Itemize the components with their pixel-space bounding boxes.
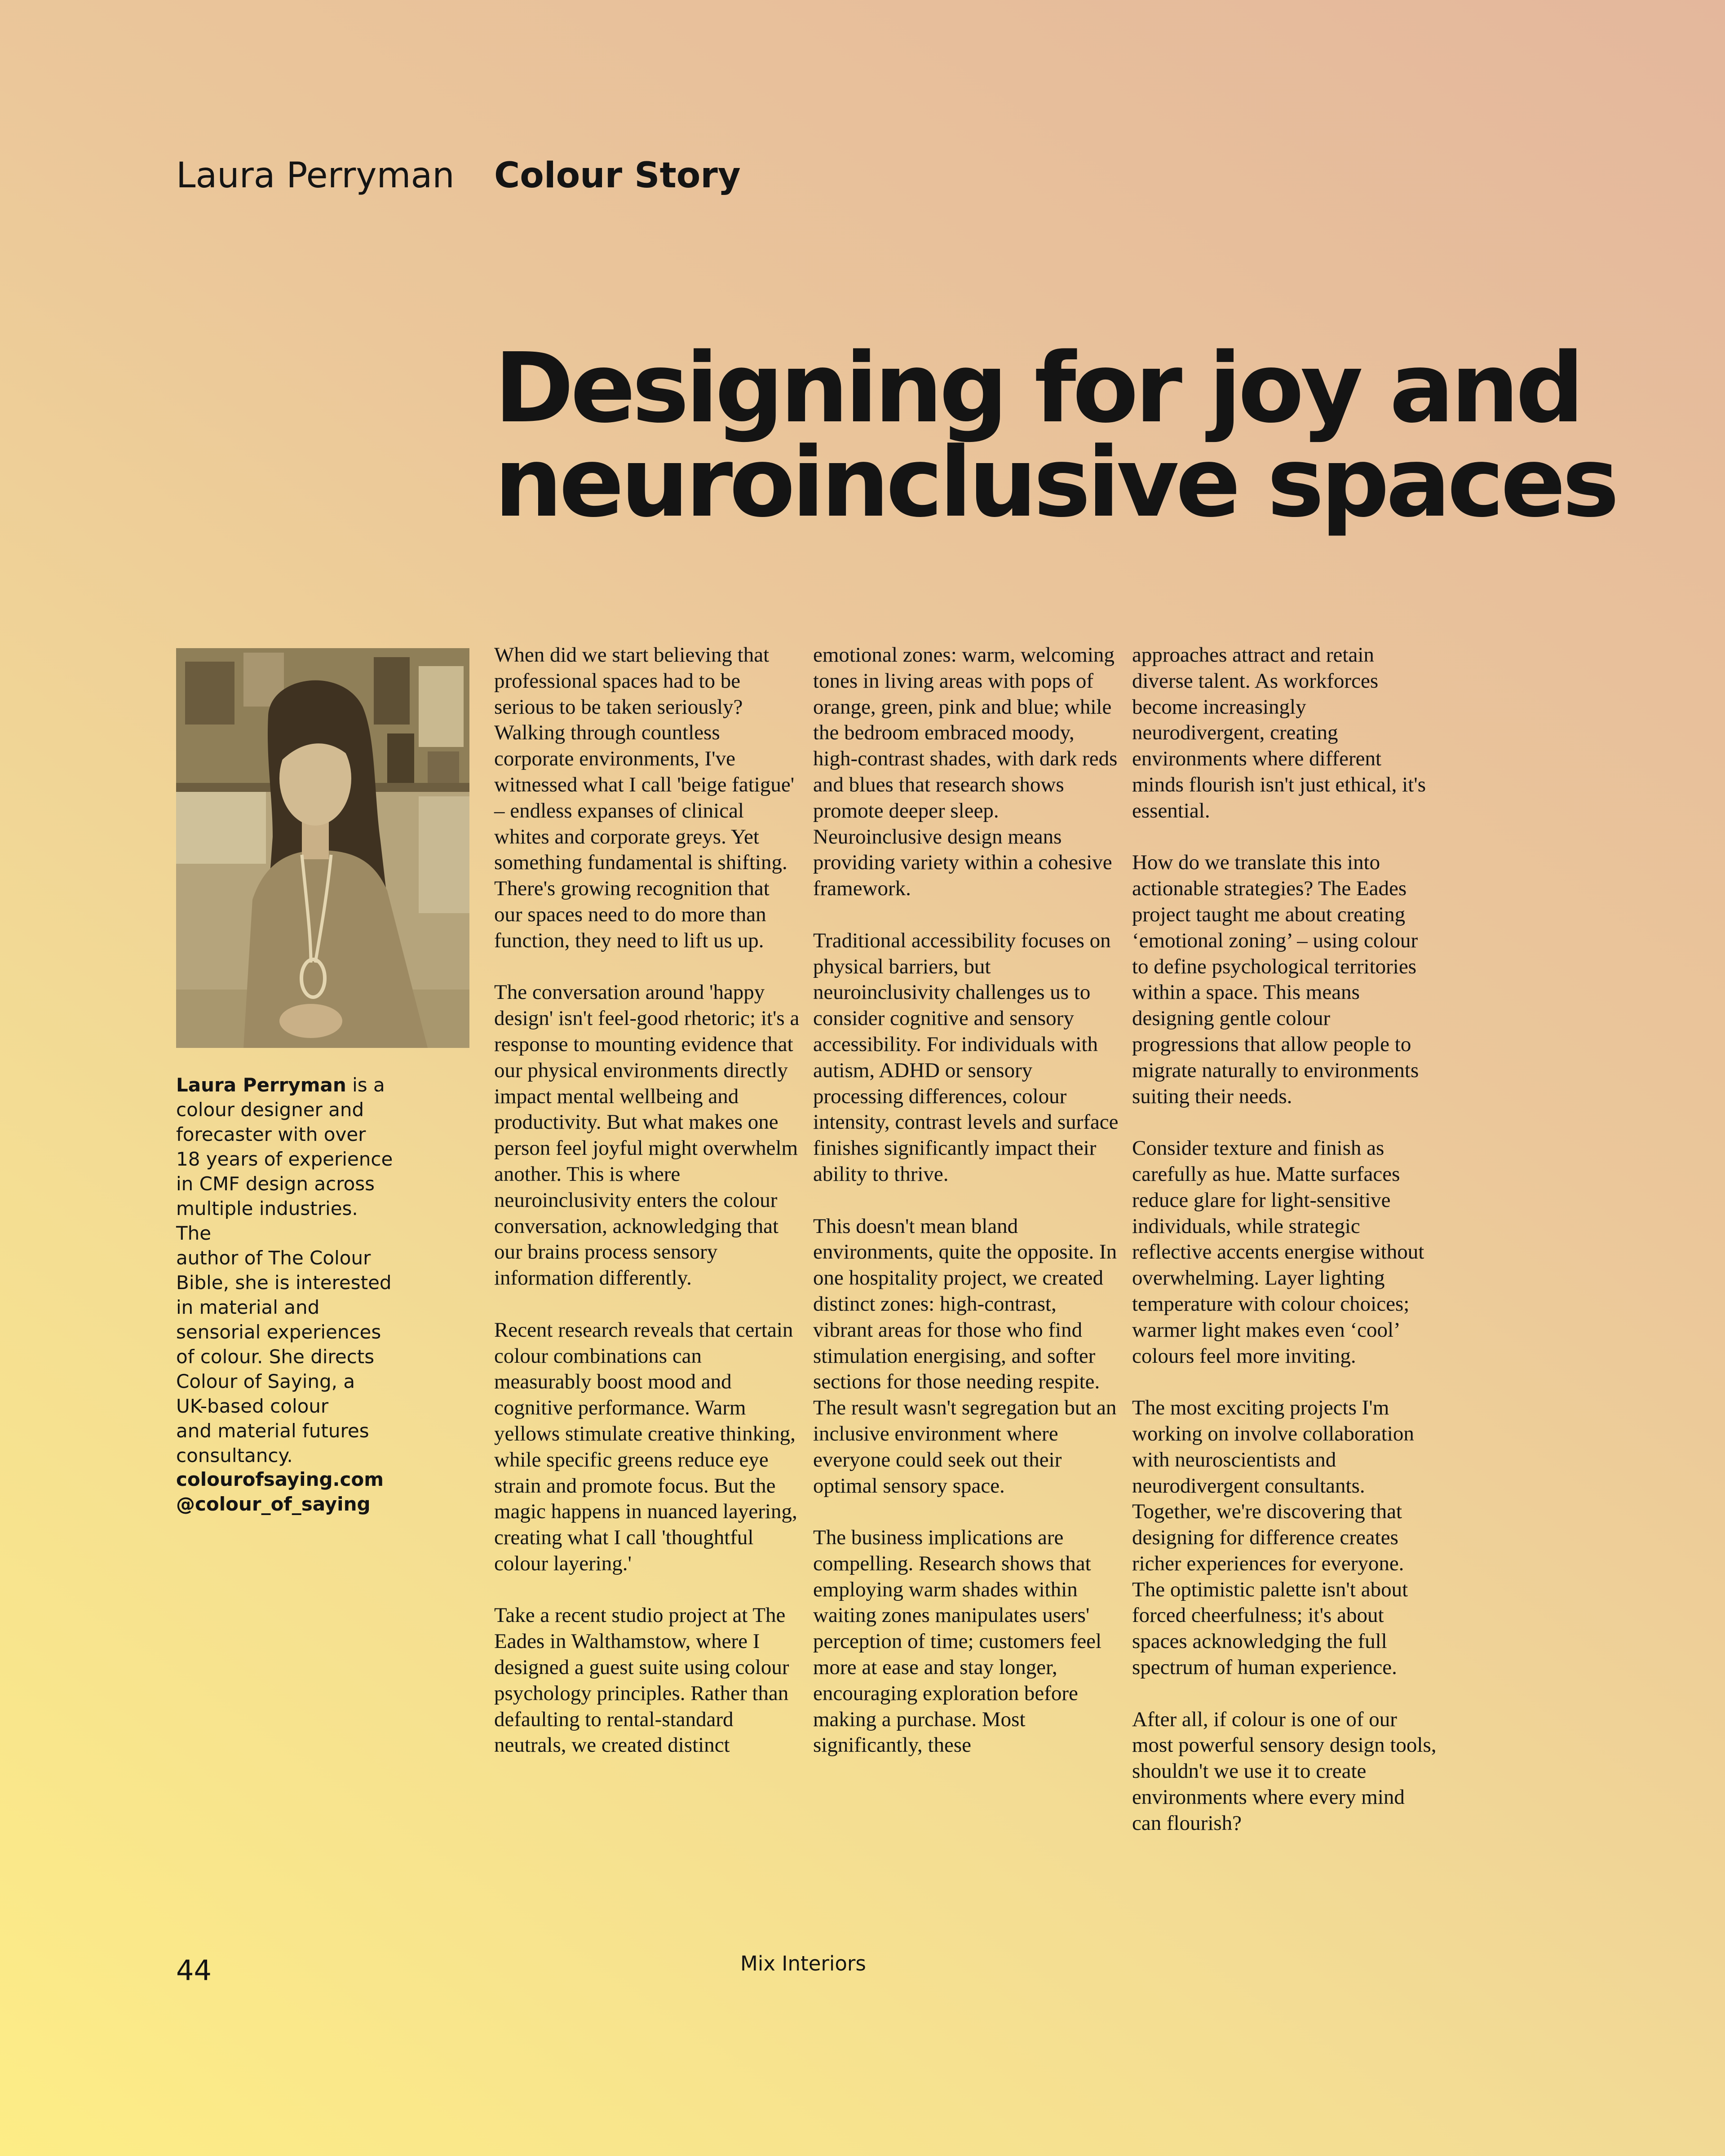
social-handle-link[interactable]: @colour_of_saying — [176, 1493, 371, 1515]
article-column-2 — [813, 642, 1119, 1758]
article-paragraph: The conversation around 'happy design' isn't feel-good rhetoric; it's a response to mounting evidence that our physical environments directly impact mental wellbeing and productivity. But what makes one person feel joyful might overwhelm another. This is where neuroinclusivity enters the colour conversation, acknowledging that our brains process sensory information differently. — [494, 981, 800, 1290]
bio-line: and material futures — [176, 1420, 369, 1442]
website-link[interactable]: colourofsaying.com — [176, 1468, 384, 1490]
publication-name: Mix Interiors — [740, 1952, 866, 1975]
article-paragraph: Traditional accessibility focuses on physical barriers, but neuroinclusivity challenges us to consider cognitive and sensory accessibility. For individuals with autism, ADHD or sensory processing differences, colour intensity, contrast levels and surface finishes significantly impact their ability to thrive. — [813, 928, 1119, 1186]
title-line: neuroinclusive spaces — [494, 427, 1616, 539]
article-column-1 — [494, 642, 800, 1758]
bio-line: Bible, she is interested — [176, 1272, 392, 1294]
author-portrait-image — [176, 648, 469, 1048]
bio-line: author of The Colour — [176, 1247, 371, 1269]
article-paragraph: After all, if colour is one of our most powerful sensory design tools, shouldn't we use it to create environments where every mind can flourish? — [1132, 1707, 1437, 1835]
bio-line: consultancy. — [176, 1445, 293, 1467]
author-links — [176, 1467, 384, 1516]
bio-line: in material and — [176, 1296, 320, 1318]
header-section: Colour Story — [494, 155, 741, 196]
bio-line: multiple industries. The — [176, 1197, 358, 1244]
article-paragraph: Take a recent studio project at The Eades in Walthamstow, where I designed a guest suite using colour psychology principles. Rather than defaulting to rental-standard neutrals, we created distinct — [494, 1604, 789, 1757]
bio-line: 18 years of experience — [176, 1148, 393, 1170]
header-author: Laura Perryman — [176, 155, 455, 196]
article-paragraph: This doesn't mean bland environments, quite the opposite. In one hospitality project, we created distinct zones: high-contrast, vibrant areas for those who find stimulation energising, and softer sections for those needing respite. The result wasn't segregation but an inclusive environment where everyone could seek out their optimal sensory space. — [813, 1214, 1117, 1498]
article-paragraph: approaches attract and retain diverse talent. As workforces become increasingly neurodivergent, creating environments where different minds flourish isn't just ethical, it's essential. — [1132, 643, 1426, 822]
bio-line: forecaster with over — [176, 1123, 366, 1145]
bio-line: colour designer and — [176, 1099, 364, 1121]
title-line: Designing for joy and — [494, 332, 1581, 444]
article-paragraph: Consider texture and finish as carefully as hue. Matte surfaces reduce glare for light-sensitive individuals, while strategic reflective accents energise without overwhelming. Layer lighting temperature with colour choices; warmer light makes even ‘cool’ colours feel more inviting. — [1132, 1136, 1424, 1368]
article-paragraph: When did we start believing that professional spaces had to be serious to be taken seriously? Walking through countless corporate environments, I've witnessed what I call 'beige fatigue' – endless expanses of clinical whites and corporate greys. Yet something fundamental is shifting. There's growing recognition that our spaces need to do more than function, they need to lift us up. — [494, 643, 795, 952]
author-bio — [176, 1073, 396, 1468]
article-paragraph: The most exciting projects I'm working on involve collaboration with neuroscientists and neurodivergent consultants. Together, we're discovering that designing for difference creates richer experiences for everyone. The optimistic palette isn't about forced cheerfulness; it's about spaces acknowledging the full spectrum of human experience. — [1132, 1396, 1414, 1679]
article-paragraph: The business implications are compelling. Research shows that employing warm shades within waiting zones manipulates users' perception of time; customers feel more at ease and stay longer, encouraging exploration before making a purchase. Most significantly, these — [813, 1526, 1102, 1757]
article-paragraph: How do we translate this into actionable strategies? The Eades project taught me about creating ‘emotional zoning’ – using colour to define psychological territories within a space. This means designing gentle colour progressions that allow people to migrate naturally to environments suiting their needs. — [1132, 851, 1419, 1108]
bio-line: UK-based colour — [176, 1395, 329, 1417]
bio-line: is a — [346, 1074, 385, 1096]
bio-line: sensorial experiences — [176, 1321, 381, 1343]
bio-line: of colour. She directs — [176, 1346, 375, 1368]
article-paragraph: emotional zones: warm, welcoming tones in living areas with pops of orange, green, pink and blue; while the bedroom embraced moody, high-contrast shades, with dark reds and blues that research shows promote deeper sleep. Neuroinclusive design means providing variety within a cohesive framework. — [813, 643, 1118, 901]
bio-name: Laura Perryman — [176, 1074, 346, 1096]
bio-line: Colour of Saying, a — [176, 1370, 355, 1392]
article-title — [494, 332, 1617, 539]
article-paragraph: Recent research reveals that certain colour combinations can measurably boost mood and cognitive performance. Warm yellows stimulate creative thinking, while specific greens reduce eye strain and promote focus. But the magic happens in nuanced layering, creating what I call 'thoughtful colour layering.' — [494, 1318, 797, 1575]
page-number: 44 — [176, 1954, 212, 1987]
bio-line: in CMF design across — [176, 1173, 375, 1195]
article-column-3 — [1132, 642, 1438, 1837]
author-portrait — [176, 648, 469, 1048]
